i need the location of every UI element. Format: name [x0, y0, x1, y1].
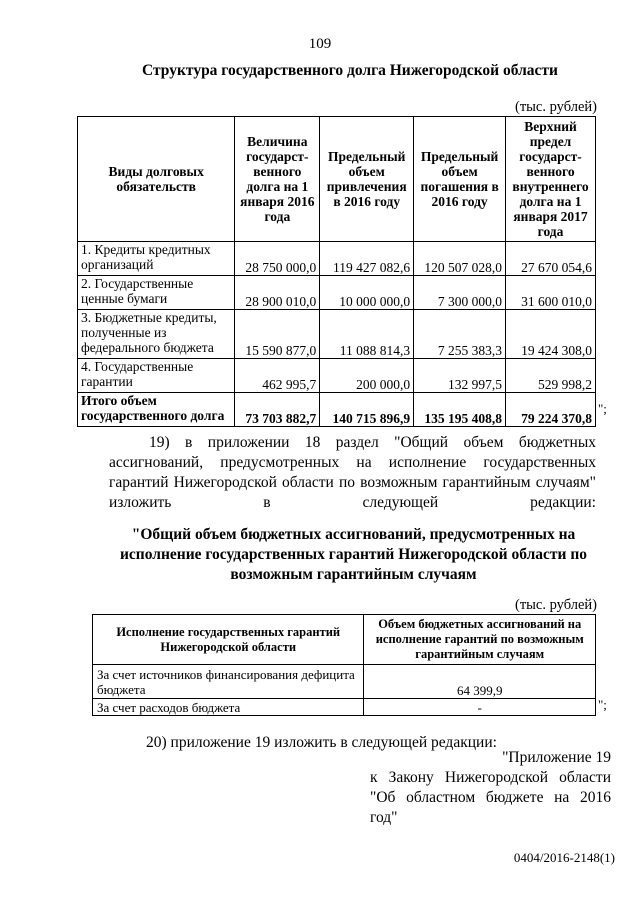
- document-title: Структура государственного долга Нижегородской области: [142, 62, 558, 79]
- unit-label: (тыс. рублей): [515, 99, 597, 115]
- page-number: 109: [308, 36, 332, 52]
- table-header-row: [78, 117, 596, 242]
- header-repayment-limit: Предельный объем погашения в 2016 году: [414, 117, 506, 242]
- unit-label: (тыс. рублей): [515, 597, 597, 613]
- header-upper-limit: Верхний предел государст-венного внутреннего долга на 1 января 2017 года: [506, 117, 596, 242]
- appendix-line: к Закону Нижегородской области: [370, 769, 611, 786]
- appendix-reference: [370, 748, 611, 828]
- cell-value: 15 590 877,0: [235, 310, 320, 359]
- cell-value: 120 507 028,0: [414, 242, 506, 276]
- closing-quote-mark: ";: [598, 697, 607, 712]
- cell-value: 462 995,7: [235, 359, 320, 393]
- closing-quote-mark: ";: [598, 401, 607, 416]
- cell-value: 27 670 054,6: [506, 242, 596, 276]
- paragraph-20: 20) приложение 19 изложить в следующей редакции:: [146, 734, 497, 751]
- total-label: Итого объем государственного долга: [78, 393, 235, 427]
- cell-value: 200 000,0: [320, 359, 414, 393]
- appendix-line: год": [370, 809, 398, 826]
- cell-value: 10 000 000,0: [320, 276, 414, 310]
- row-label: 4. Государственные гарантии: [78, 359, 235, 393]
- row-label: 1. Кредиты кредитных организаций: [78, 242, 235, 276]
- row-label: За счет источников финансирования дефицита бюджета: [93, 665, 364, 699]
- cell-value: 7 255 383,3: [414, 310, 506, 359]
- cell-value: 119 427 082,6: [320, 242, 414, 276]
- cell-value: 7 300 000,0: [414, 276, 506, 310]
- header-debt-start: Величина государст-венного долга на 1 января 2016 года: [235, 117, 320, 242]
- appendix-line: "Об областном бюджете на 2016: [370, 789, 611, 806]
- row-label: За счет расходов бюджета: [93, 699, 364, 716]
- total-value: 79 224 370,8: [506, 393, 596, 427]
- cell-value: 64 399,9: [364, 665, 596, 699]
- debt-structure-table: [77, 116, 596, 427]
- total-row: [78, 393, 596, 427]
- guarantee-section-title: "Общий объем бюджетных ассигнований, предусмотренных на исполнение государственных гарантий Нижегородской области по возможным гарантийным случаям: [119, 526, 587, 583]
- row-label: 3. Бюджетные кредиты, полученные из федерального бюджета: [78, 310, 235, 359]
- cell-value: 19 424 308,0: [506, 310, 596, 359]
- header-debt-type: Виды долговых обязательств: [78, 117, 235, 242]
- total-value: 140 715 896,9: [320, 393, 414, 427]
- paragraph-19: [109, 433, 596, 513]
- header-borrowing-limit: Предельный объем привлечения в 2016 году: [320, 117, 414, 242]
- cell-value: 11 088 814,3: [320, 310, 414, 359]
- table-row: [93, 699, 596, 716]
- cell-value: -: [364, 699, 596, 716]
- table-row: [78, 359, 596, 393]
- table-row: [78, 242, 596, 276]
- table-row: [93, 665, 596, 699]
- cell-value: 28 750 000,0: [235, 242, 320, 276]
- appendix-line: "Приложение 19: [502, 749, 611, 766]
- paragraph-19-text: 19) в приложении 18 раздел "Общий объем бюджетных ассигнований, предусмотренных на исполнение государственных гарантий Нижегородской области по возможным гарантийным случаям" изложить в следующей редакции:: [109, 434, 596, 511]
- total-value: 73 703 882,7: [235, 393, 320, 427]
- cell-value: 529 998,2: [506, 359, 596, 393]
- cell-value: 28 900 010,0: [235, 276, 320, 310]
- cell-value: 31 600 010,0: [506, 276, 596, 310]
- cell-value: 132 997,5: [414, 359, 506, 393]
- header-allocation-volume: Объем бюджетных ассигнований на исполнение гарантий по возможным гарантийным случаям: [364, 615, 596, 665]
- header-guarantee-execution: Исполнение государственных гарантий Нижегородской области: [93, 615, 364, 665]
- table-header-row: [93, 615, 596, 665]
- table-row: [78, 310, 596, 359]
- row-label: 2. Государственные ценные бумаги: [78, 276, 235, 310]
- document-code: 0404/2016-2148(1): [513, 850, 615, 865]
- table-row: [78, 276, 596, 310]
- guarantee-table: [92, 614, 596, 716]
- total-value: 135 195 408,8: [414, 393, 506, 427]
